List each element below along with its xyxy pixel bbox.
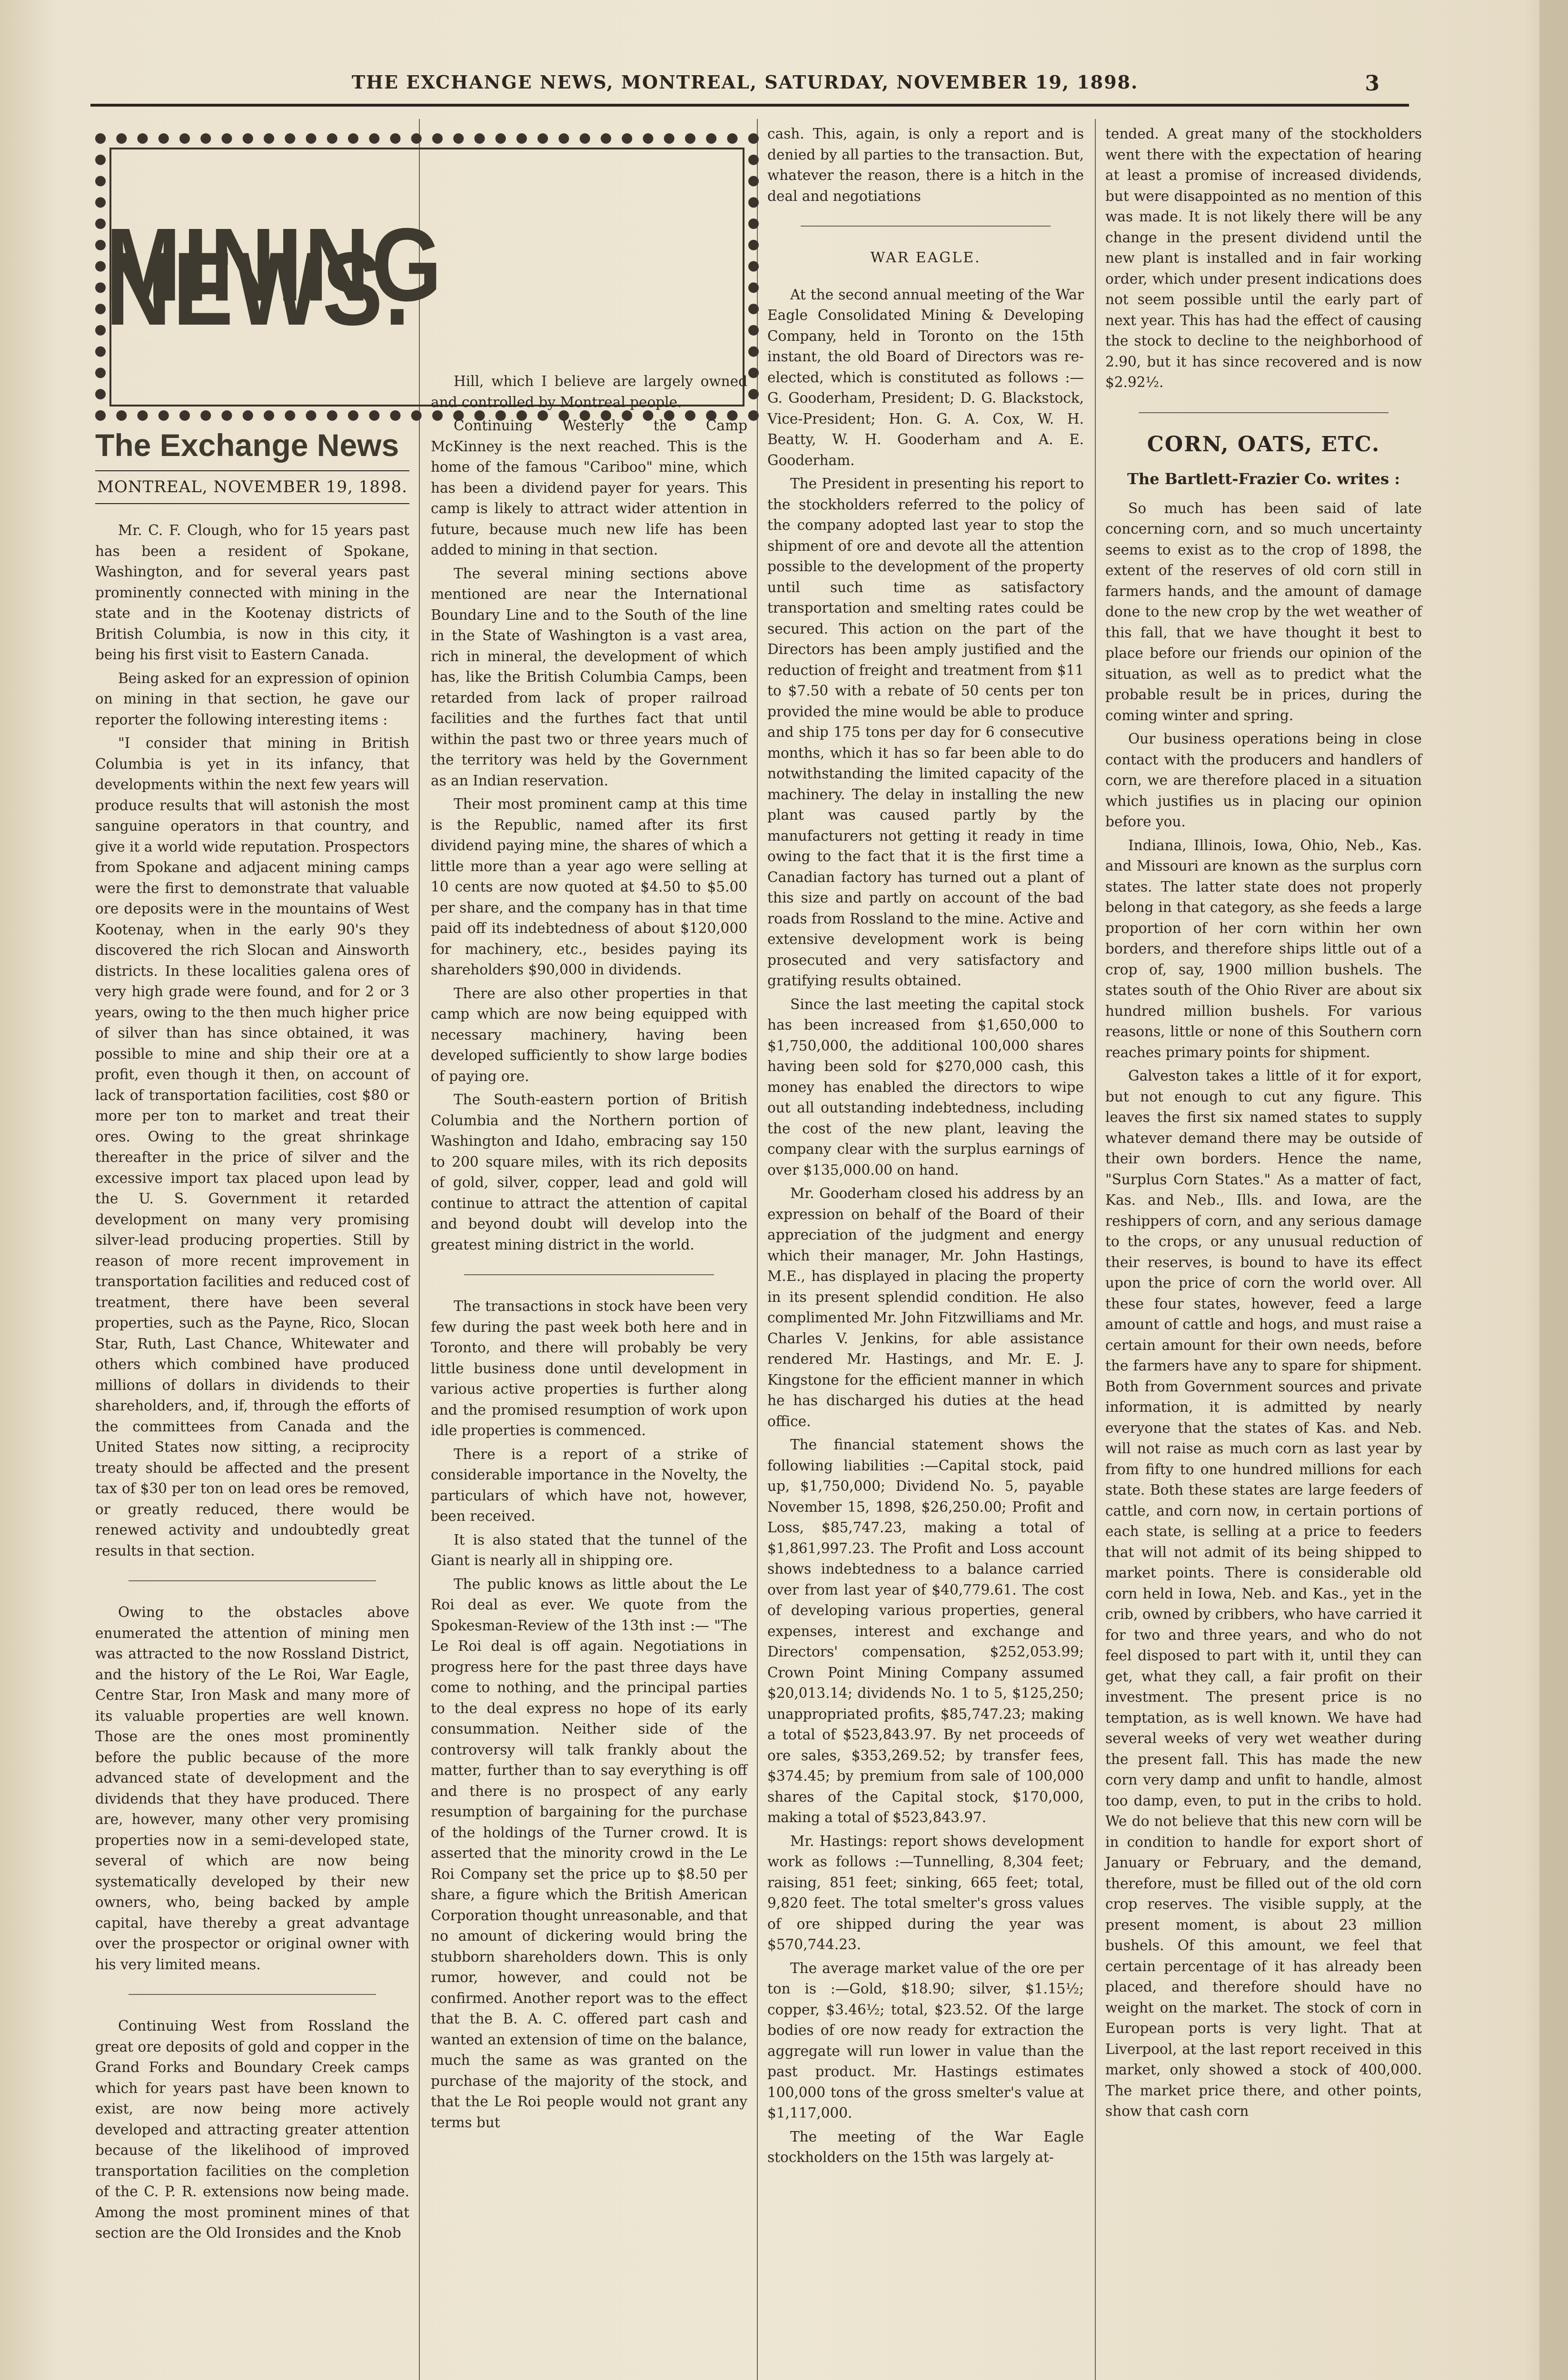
column-rule <box>1095 119 1096 2380</box>
column-rule <box>757 119 758 2380</box>
article-paragraph: cash. This, again, is only a report and is denied by all parties to the transaction. But, whatever the reason, there is a hitch in the deal and negotiations <box>767 126 1084 204</box>
page-number: 3 <box>1365 71 1380 96</box>
article-paragraph: The several mining sections above mentioned are near the International Boundary Line and to the South of the line in the State of Washington is a vast area, rich in mineral, the development of which has, like the British Columbia Camps, been retarded from lack of proper railroad facilities and the furthes fact that until within the past two or three years much of the territory was held by the Government as an Indian reservation. <box>431 565 747 789</box>
article-paragraph: It is also stated that the tunnel of the Giant is nearly all in shipping ore. <box>431 1531 747 1568</box>
article-paragraph: Mr. C. F. Clough, who for 15 years past has been a resident of Spokane, Washington, and for several years past prominently connected with mining in the state and in the Kootenay districts of British Columbia, is now in this city, it being his first visit to Eastern Canada. <box>95 522 409 663</box>
page-edge <box>1539 0 1568 2380</box>
masthead-line: THE EXCHANGE NEWS, MONTREAL, SATURDAY, NOVEMBER 19, 1898. <box>351 71 1139 93</box>
article-paragraph: The financial statement shows the following liabilities :—Capital stock, paid up, $1,750,000; Dividend No. 5, payable November 15, 1898, $26,250.00; Profit and Loss, $85,747.23, making a total of $1,861,997.23. The Profit and Loss account shows indebtedness to a balance carried over from last year of $40,779.61. The cost of developing various properties, general expenses, interest and exchange and Directors' compensation, $252,053.99; Crown Point Mining Company assumed $20,013.14; dividends No. 1 to 5, $125,250; unappropriated profits, $85,747.23; making a total of $523,843.97. By net proceeds of ore sales, $353,269.52; by transfer fees, $374.45; by premium from sale of 100,000 shares of the Capital stock, $170,000, making a total of $523,843.97. <box>767 1437 1084 1825</box>
article-paragraph: Galveston takes a little of it for export, but not enough to cut any figure. This leaves the first six named states to supply whatever demand there may be outside of their own borders. Hence the name, "Surplus Corn States." As a matter of fact, Kas. and Neb., Ills. and Iowa, are the reshippers of corn, and any serious damage to the crops, or any unusual reduction of their reserves, is bound to have its effect upon the price of corn the world over. All these four states, however, feed a large amount of cattle and hogs, and must raise a certain amount for their own needs, before the farmers have any to spare for shipment. Both from Government sources and private information, it is admitted by nearly everyone that the states of Kas. and Neb. will not raise as much corn as last year by from fifty to one hundred millions for each state. Both these states are large feeders of cattle, and corn now, in certain portions of each state, is selling at a price to feeders that will not admit of its being shipped to market points. There is considerable old corn held in Iowa, Neb. and Kas., yet in the crib, owned by cribbers, who have carried it for two and three years, and who do not feel disposed to part with it, until they can get, what they call, a fair profit on their investment. The present price is no temptation, as is well known. We have had several weeks of very wet weather during the present fall. This has made the new corn very damp and unfit to handle, almost too damp, even, to put in the cribs to hold. We do not believe that this new corn will be in condition to handle for export short of January or February, and the demand, therefore, must be filled out of the old corn crop reserves. The visible supply, at the present moment, is about 23 million bushels. Of this amount, we feel that certain percentage of it has already been placed, and therefore should have no weight on the market. The stock of corn in European ports is very light. That at Liverpool, at the last report received in this market, only showed a stock of 400,000. The market price there, and other points, show that cash corn <box>1105 1068 1422 2119</box>
brand-heading: The Exchange News <box>95 427 399 463</box>
article-paragraph: Hill, which I believe are largely owned and controlled by Montreal people. <box>431 373 747 410</box>
article-paragraph: Their most prominent camp at this time is the Republic, named after its first dividend paying mine, the shares of which a little more than a year ago were selling at 10 cents are now quoted at $4.50 to $5.00 per share, and the company has in that time paid off its indebtedness of about $120,000 for machinery, etc., besides paying its shareholders $90,000 in dividends. <box>431 796 747 978</box>
divider <box>801 226 1051 227</box>
article-paragraph: So much has been said of late concerning corn, and so much uncertainty seems to exist as to the crop of 1898, the extent of the reserves of old corn still in farmers hands, and the amount of damage done to the new crop by the wet weather of this fall, that we have thought it best to place before our friends our opinion of the situation, as well as to predict what the probable result be in prices, during the coming winter and spring. <box>1105 500 1422 724</box>
article-paragraph: The South-eastern portion of British Columbia and the Northern portion of Washington and Idaho, embracing say 150 to 200 square miles, with its rich deposits of gold, silver, copper, lead and gold will continue to attract the attention of capital and beyond doubt will develop into the greatest mining district in the world. <box>431 1091 747 1253</box>
corn-oats-heading: CORN, OATS, ETC. <box>1147 432 1380 456</box>
masthead <box>90 71 1399 100</box>
corn-oats-subheading: The Bartlett-Frazier Co. writes : <box>1127 470 1400 488</box>
column-rule <box>419 119 420 2380</box>
article-paragraph: "I consider that mining in British Columbia is yet in its infancy, that developments within the next few years will produce results that will astonish the most sanguine operators in that country, and give it a world wide reputation. Prospectors from Spokane and adjacent mining camps were the first to demonstrate that valuable ore deposits were in the mountains of West Kootenay, when in the early 90's they discovered the rich Slocan and Ainsworth districts. In these localities galena ores of very high grade were found, and for 2 or 3 years, owing to the then much higher price of silver than has since obtained, it was possible to mine and ship their ore at a profit, even though it then, on account of lack of transportation facilities, cost $80 or more per ton to market and treat their ores. Owing to the great shrinkage thereafter in the price of silver and the excessive import tax placed upon lead by the U. S. Government it retarded development on many very promising silver-lead producing properties. Still by reason of more recent improvement in transportation facilities and reduced cost of treatment, there have been several properties, such as the Payne, Rico, Slocan Star, Ruth, Last Chance, Whitewater and others which combined have produced millions of dollars in dividends to their shareholders, and, if, through the efforts of the committees from Canada and the United States now sitting, a reciprocity treaty should be affected and the present tax of $30 per ton on lead ores be removed, or greatly reduced, there would be renewed activity and undoubtedly great results in that section. <box>95 735 409 1559</box>
article-paragraph: Indiana, Illinois, Iowa, Ohio, Neb., Kas. and Missouri are known as the surplus corn states. The latter state does not properly belong in that category, as she feeds a large proportion of her corn within her own borders, and therefore ships little out of a crop of, say, 1900 million bushels. The states south of the Ohio River are about six hundred million bushels. For various reasons, little or none of this Southern corn reaches primary points for shipment. <box>1105 837 1422 1061</box>
divider <box>129 1994 376 1995</box>
section-title: MINING NEWS. <box>106 207 444 347</box>
article-paragraph: Owing to the obstacles above enumerated the attention of mining men was attracted to the now Rossland District, and the history of the Le Roi, War Eagle, Centre Star, Iron Mask and many more of its valuable properties are well known. Those are the ones most prominently before the public because of the more advanced state of development and the dividends that they have produced. There are, however, many other very promising properties now in a semi-developed state, several of which are now being systematically developed by their new owners, who, being backed by ample capital, have thereby a great advantage over the prospector or original owner with his very limited means. <box>95 1604 409 1973</box>
column-4 <box>1105 124 1422 2380</box>
war-eagle-heading: WAR EAGLE. <box>870 249 981 266</box>
divider <box>129 1580 376 1581</box>
article-paragraph: Our business operations being in close contact with the producers and handlers of corn, we are therefore placed in a situation which justifies us in placing our opinion before you. <box>1105 731 1422 830</box>
article-paragraph: Mr. Gooderham closed his address by an expression on behalf of the Board of their appreciation of the judgment and energy which their manager, Mr. John Hastings, M.E., has displayed in placing the property in its present splendid condition. He also complimented Mr. John Fitzwilliams and Mr. Charles V. Jenkins, for able assistance rendered Mr. Hastings, and Mr. E. J. Kingstone for the efficient manner in which he has discharged his duties at the head office. <box>767 1185 1084 1429</box>
article-paragraph: The transactions in stock have been very few during the past week both here and in Toronto, and there will probably be very little business done until development in various active properties is further along and the promised resumption of work upon idle properties is commenced. <box>431 1298 747 1438</box>
article-paragraph: There is a report of a strike of considerable importance in the Novelty, the particulars of which have not, however, been received. <box>431 1446 747 1524</box>
divider <box>464 1274 714 1275</box>
column-1 <box>95 124 444 2380</box>
article-paragraph: tended. A great many of the stockholders went there with the expectation of hearing at least a promise of increased dividends, but were disappointed as no mention of this was made. It is not likely there will be any change in the present dividend until the new plant is installed and in fair working order, which under present indications does not seem possible until the early part of next year. This has had the effect of causing the stock to decline to the neighborhood of 2.90, but it has since recovered and is now $2.92½. <box>1105 126 1422 390</box>
article-paragraph: The public knows as little about the Le Roi deal as ever. We quote from the Spokesman-Review of the 13th inst :— "The Le Roi deal is off again. Negotiations in progress here for the past three days have come to nothing, and the principal parties to the deal express no hope of its early consummation. Neither side of the controversy will talk frankly about the matter, further than to say everything is off and there is no prospect of any early resumption of bargaining for the purchase of the holdings of the Turner crowd. It is asserted that the minority crowd in the Le Roi Company set the price up to $8.50 per share, a figure which the British American Corporation thought unreasonable, and that no amount of dickering would bring the stubborn shareholders down. This is only rumor, however, and could not be confirmed. Another report was to the effect that the B. A. C. offered part cash and wanted an extension of time on the balance, much the same as was granted on the purchase of the majority of the stock, and that the Le Roi people would not grant any terms but <box>431 1576 747 2131</box>
article-paragraph: Continuing West from Rossland the great ore deposits of gold and copper in the Grand Forks and Boundary Creek camps which for years past have been known to exist, are now being more actively developed and attracting greater attention because of the likelihood of improved transportation facilities on the completion of the C. P. R. extensions now being made. Among the most prominent mines of that section are the Old Ironsides and the Knob <box>95 2018 409 2241</box>
divider <box>1139 412 1389 413</box>
article-paragraph: At the second annual meeting of the War Eagle Consolidated Mining & Developing Company, held in Toronto on the 15th instant, the old Board of Directors was re-elected, which is constituted as follows :—G. Gooderham, President; D. G. Blackstock, Vice-President; Hon. G. A. Cox, W. H. Beatty, W. H. Gooderham and A. E. Gooderham. <box>767 286 1084 468</box>
article-paragraph: Mr. Hastings: report shows development work as follows :—Tunnelling, 8,304 feet; raising, 851 feet; sinking, 665 feet; total, 9,820 feet. The total smelter's gross values of ore shipped during the year was $570,744.23. <box>767 1833 1084 1953</box>
column-3 <box>767 124 1084 2380</box>
article-paragraph: Being asked for an expression of opinion on mining in that section, he gave our reporter the following interesting items : <box>95 670 409 728</box>
article-paragraph: Continuing Westerly the Camp McKinney is the next reached. This is the home of the famous "Cariboo" mine, which has been a dividend payer for years. This camp is likely to attract wider attention in future, because much new life has been added to mining in that section. <box>431 417 747 558</box>
article-paragraph: There are also other properties in that camp which are now being equipped with necessary machinery, having been developed sufficiently to show large bodies of paying ore. <box>431 985 747 1084</box>
article-paragraph: The average market value of the ore per ton is :—Gold, $18.90; silver, $1.15½; copper, $3.46½; total, $23.52. Of the large bodies of ore now ready for extraction the aggregate will run lower in value than the past product. Mr. Hastings estimates 100,000 tons of the gross smelter's value at $1,117,000. <box>767 1960 1084 2121</box>
article-paragraph: Since the last meeting the capital stock has been increased from $1,650,000 to $1,750,000, the additional 100,000 shares having been sold for $270,000 cash, this money has enabled the directors to wipe out all outstanding indebtedness, including the cost of the new plant, leaving the company clear with the surplus earnings of over $135,000.00 on hand. <box>767 996 1084 1178</box>
column-2 <box>431 371 747 2380</box>
article-paragraph: The President in presenting his report to the stockholders referred to the policy of the company adopted last year to stop the shipment of ore and devote all the attention possible to the development of the property until such time as satisfactory transportation and smelting rates could be secured. This action on the part of the Directors has been amply justified and the reduction of freight and treatment from $11 to $7.50 with a rebate of 50 cents per ton provided the mine would be able to produce and ship 175 tons per day for 6 consecutive months, which it has so far been able to do notwithstanding the limited capacity of the machinery. The delay in installing the new plant was caused partly by the manufacturers not getting it ready in time owing to the fact that it is the first time a Canadian factory has turned out a plant of this size and partly on account of the bad roads from Rossland to the mine. Active and extensive development work is being prosecuted and very satisfactory and gratifying results obtained. <box>767 476 1084 989</box>
dateline: MONTREAL, NOVEMBER 19, 1898. <box>95 470 409 505</box>
article-paragraph: The meeting of the War Eagle stockholders on the 15th was largely at- <box>767 2128 1084 2165</box>
masthead-rule <box>90 104 1409 107</box>
